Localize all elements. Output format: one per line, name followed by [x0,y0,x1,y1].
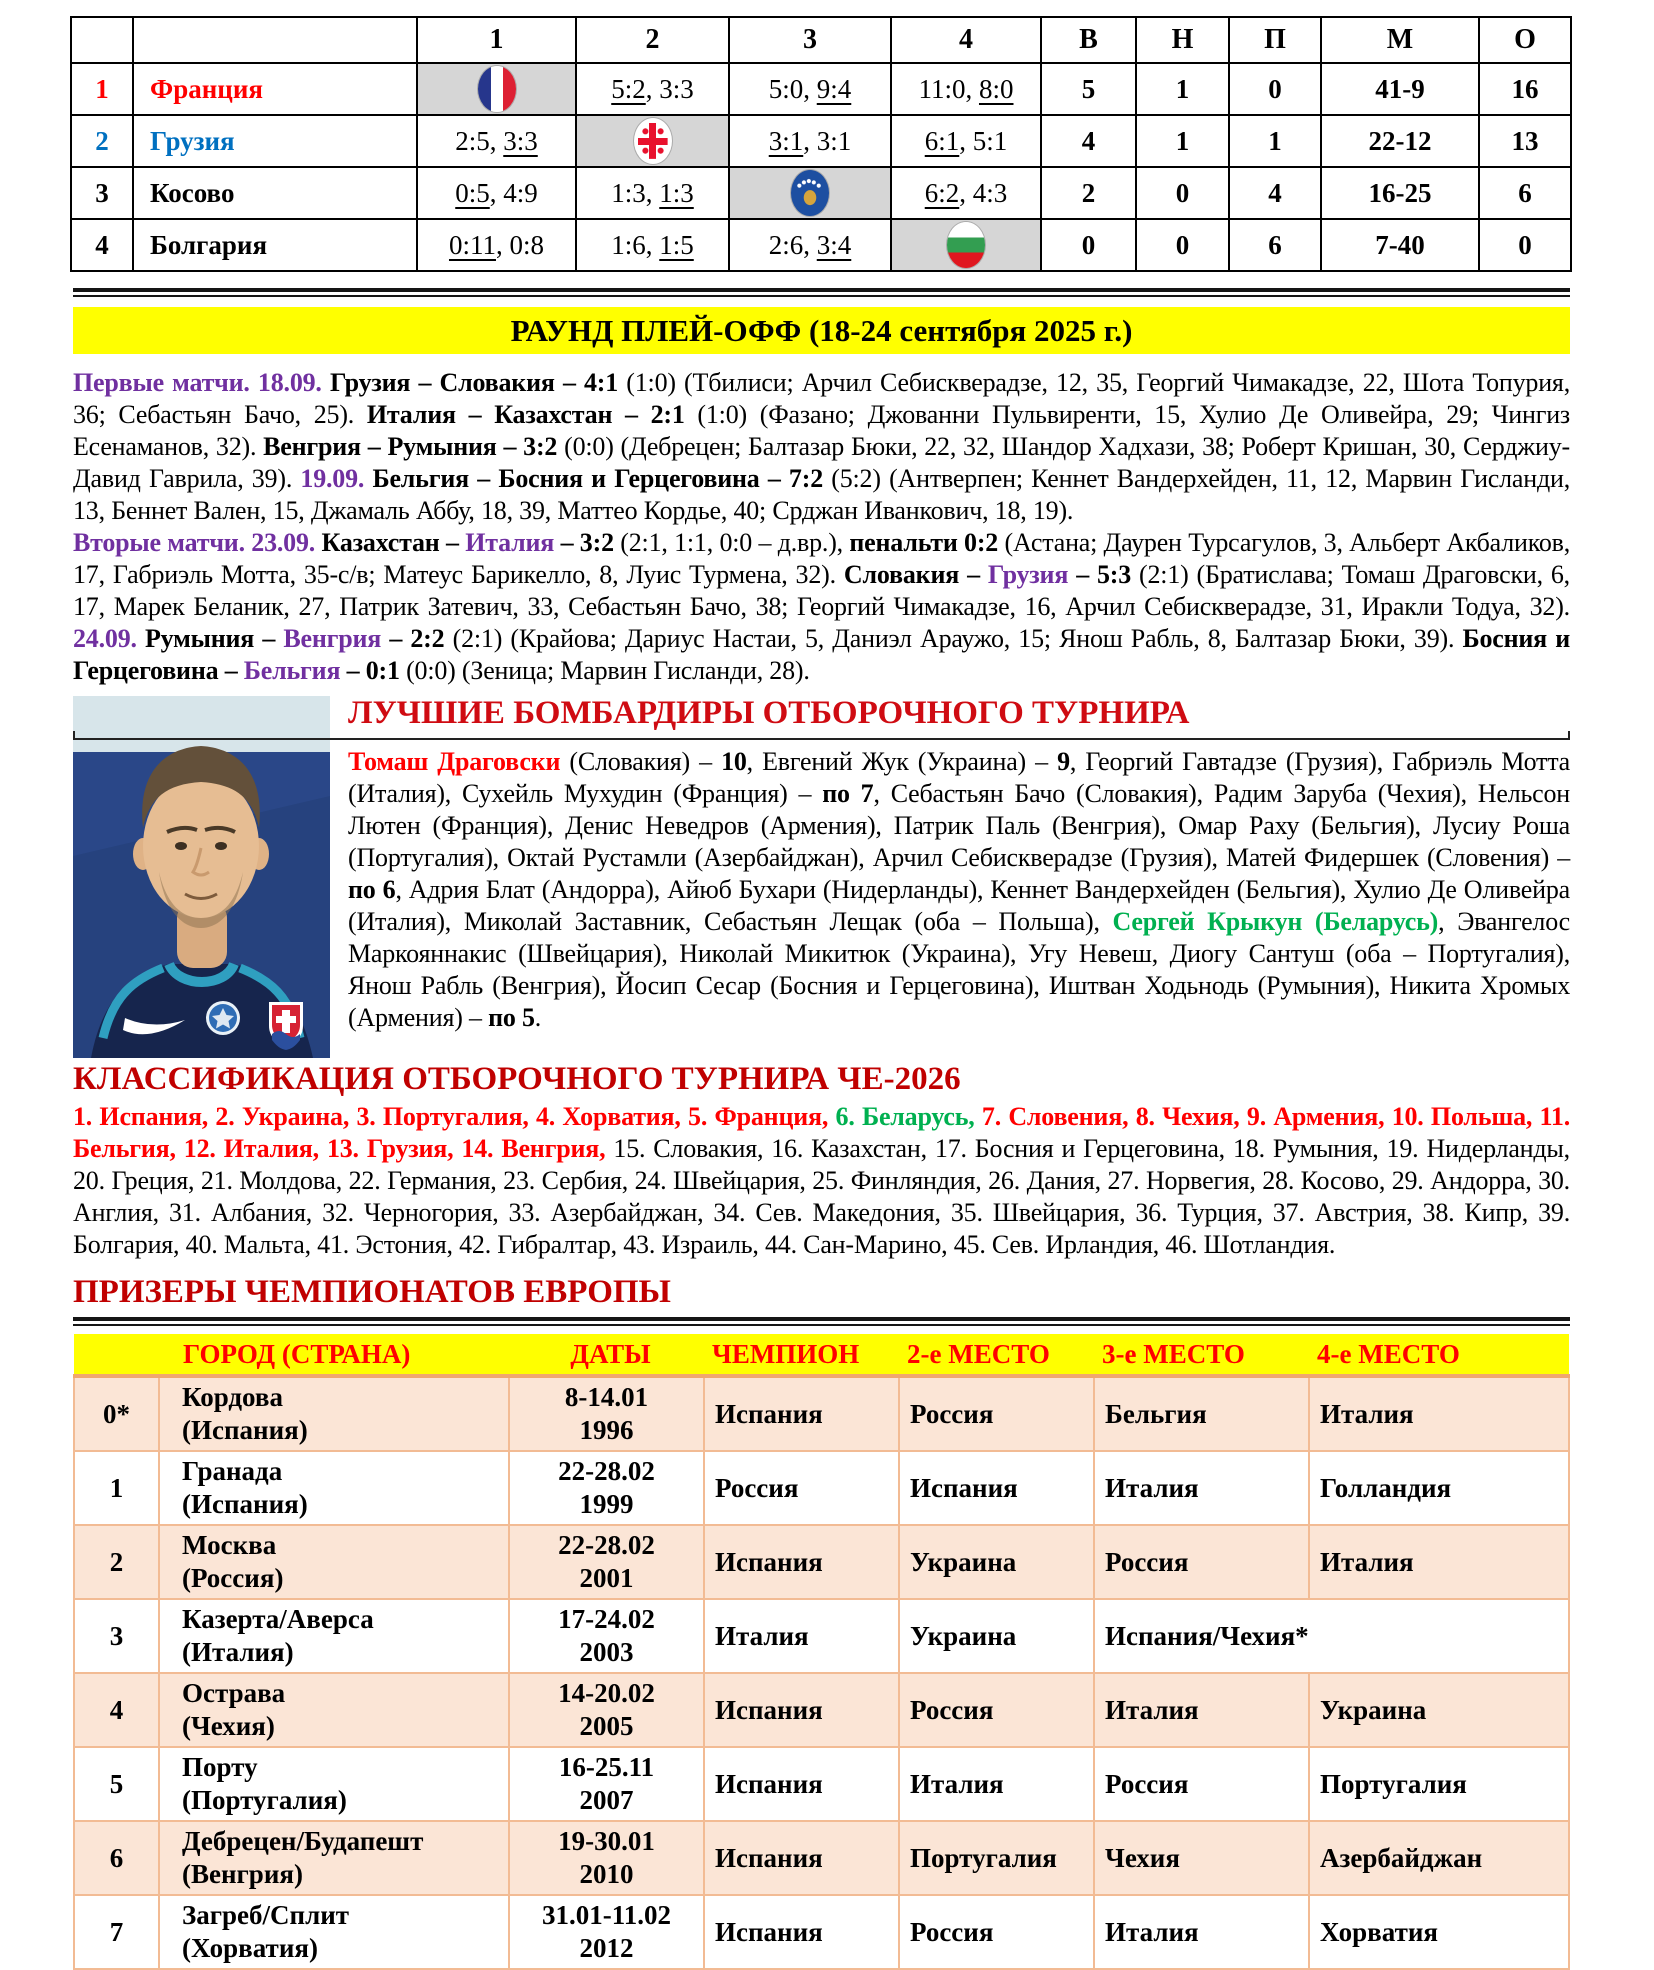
text-segment: , [803,125,817,156]
place-cell: Голландия [1309,1451,1569,1525]
stat-cell: 0 [1229,63,1321,115]
section-divider [73,288,1570,297]
text-segment: 10 [721,747,747,776]
stat-cell: 16-25 [1321,167,1479,219]
host-city-cell [159,1376,509,1451]
place-cell: Испания/Чехия* [1094,1599,1569,1673]
city-line: Москва [182,1530,277,1560]
stat-cell: 1 [1136,63,1229,115]
stat-cell: 13 [1479,115,1571,167]
match-cell [729,219,891,271]
text-segment: 0:11 [448,229,496,260]
column-header [74,1334,159,1376]
city-line: Загреб/Сплит [182,1900,350,1930]
stat-cell: 22-12 [1321,115,1479,167]
dates-line: 16-25.11 [558,1752,655,1782]
edition-number-cell: 0* [74,1376,159,1451]
match-cell [729,115,891,167]
team-name-cell: Болгария [133,219,417,271]
place-cell: Россия [899,1376,1094,1451]
text-segment: Словакия – [843,560,988,589]
text-segment: , Адрия Блат (Андорра), Айюб Бухари (Нидерланды), Кеннет Вандерхейден (Бельгия), Хулио Де Оливейра (Италия), Миколай Заставник, Себастьян Лещак (оба – Польша), [348,875,1570,936]
place-cell: Испания [704,1895,899,1969]
city-line: Кордова [182,1382,283,1412]
table-row [74,1451,1569,1525]
text-segment: , [645,229,660,260]
host-city-cell [159,1451,509,1525]
top-scorers-title: ЛУЧШИЕ БОМБАРДИРЫ ОТБОРОЧНОГО ТУРНИРА [73,692,1570,740]
text-segment: 6:2 [924,177,960,208]
stat-cell: 0 [1479,219,1571,271]
table-row [71,63,1571,115]
match-cell [576,219,729,271]
dates-line: 8-14.01 [564,1382,649,1412]
table-row [74,1599,1569,1673]
text-segment: – 3:2 [554,528,621,557]
table-row [71,167,1571,219]
text-segment: Италия [465,528,555,557]
text-segment: 1:6 [611,229,646,260]
host-city-cell [159,1747,509,1821]
france-flag-icon [478,66,516,112]
european-championship-medalists-table [73,1334,1570,1970]
column-header: 2 [576,17,729,63]
column-header: М [1321,17,1479,63]
text-segment: , [959,125,973,156]
match-cell [729,63,891,115]
place-cell: Португалия [1309,1747,1569,1821]
place-cell: Хорватия [1309,1895,1569,1969]
edition-number-cell: 3 [74,1599,159,1673]
match-cell [417,115,576,167]
table-row [74,1525,1569,1599]
stat-cell: 16 [1479,63,1571,115]
text-segment: 19.09. [300,464,373,493]
year-line: 2010 [579,1859,634,1889]
stat-cell: 1 [1229,115,1321,167]
stat-cell: 0 [1041,219,1136,271]
text-segment: 9 [1057,747,1070,776]
host-city-cell [159,1895,509,1969]
match-cell [891,167,1041,219]
place-cell: Украина [1309,1673,1569,1747]
second-matches-paragraph [73,527,1570,687]
place-cell: Украина [899,1599,1094,1673]
dates-line: 17-24.02 [558,1604,655,1634]
edition-number-cell: 1 [74,1451,159,1525]
column-header: 3-е МЕСТО [1094,1334,1309,1376]
edition-number-cell: 7 [74,1895,159,1969]
stat-cell: 6 [1479,167,1571,219]
text-segment: (Словакия) – [569,747,722,776]
country-line: (Венгрия) [182,1859,303,1889]
text-segment: , [489,125,504,156]
column-header: П [1229,17,1321,63]
text-segment: Вторые матчи. 23.09. [73,528,322,557]
column-header: ГОРОД (СТРАНА) [159,1334,509,1376]
text-segment: 0:8 [509,229,544,260]
table-row [74,1895,1569,1969]
text-segment: (2:1, 1:1, 0:0 – д.вр.), [620,528,850,557]
country-line: (Испания) [182,1415,308,1445]
standings-header-row [71,17,1571,63]
dates-line: 19-30.01 [558,1826,655,1856]
place-cell: Италия [1094,1673,1309,1747]
text-segment: , Эвангелос Маркояннакис (Швейцария), Николай Микитюк (Украина), Угу Невеш, Диогу Сантуш (оба – Португалия), Янош Рабль (Венгрия), Йосип Сесар (Босния и Герцеговина), Иштван Ходьнодь (Румыния), Никита Хромых (Армения) – [348,907,1570,1032]
dates-cell [509,1895,704,1969]
text-segment: 4:3 [972,177,1008,208]
place-cell: Испания [704,1821,899,1895]
place-cell: Испания [899,1451,1094,1525]
text-segment: Босния и Герцеговина – [73,624,1571,685]
place-cell: Россия [704,1451,899,1525]
place-cell: Италия [1094,1895,1309,1969]
place-cell: Бельгия [1094,1376,1309,1451]
text-segment: 7. Словения, 8. Чехия, 9. Армения, 10. Польша, 11. Бельгия, 12. Италия, 13. Грузия, 14. Венгрия, [73,1102,1570,1163]
dates-cell [509,1525,704,1599]
rank-cell: 3 [71,167,133,219]
stat-cell: 0 [1136,167,1229,219]
place-cell: Испания [704,1747,899,1821]
column-header: 2-е МЕСТО [899,1334,1094,1376]
text-segment: 1. Испания, 2. Украина, 3. Португалия, 4. Хорватия, 5. Франция, [73,1102,836,1131]
text-segment: Венгрия [283,624,382,653]
text-segment: 8:0 [978,73,1014,104]
stat-cell: 4 [1041,115,1136,167]
place-cell: Италия [1094,1451,1309,1525]
text-segment: 2:6 [768,229,804,260]
text-segment: 3:3 [659,73,694,104]
match-cell [417,167,576,219]
column-header: 4 [891,17,1041,63]
table-row [74,1673,1569,1747]
country-line: (Португалия) [182,1785,347,1815]
rank-cell: 2 [71,115,133,167]
text-segment: Бельгия – Босния и Герцеговина – 7:2 [372,464,832,493]
year-line: 2012 [579,1933,634,1963]
edition-number-cell: 4 [74,1673,159,1747]
text-segment: 9:4 [816,73,852,104]
text-segment: 1:3 [611,177,646,208]
bulgaria-flag-icon [947,222,985,268]
stat-cell: 1 [1136,115,1229,167]
text-segment: 1:5 [659,229,694,260]
year-line: 2003 [579,1637,634,1667]
text-segment: 0:5 [455,177,490,208]
match-cell [576,167,729,219]
text-segment: – 5:3 [1068,560,1140,589]
country-line: (Испания) [182,1489,308,1519]
city-line: Острава [182,1678,286,1708]
place-cell: Россия [1094,1747,1309,1821]
edition-number-cell: 6 [74,1821,159,1895]
match-cell [729,167,891,219]
team-name-cell: Франция [133,63,417,115]
year-line: 2007 [579,1785,634,1815]
place-cell: Азербайджан [1309,1821,1569,1895]
text-segment: Италия – Казахстан – 2:1 [366,400,698,429]
dates-cell [509,1747,704,1821]
dates-cell [509,1673,704,1747]
text-segment: 3:1 [816,125,852,156]
text-segment: , [489,177,504,208]
place-cell: Италия [1309,1376,1569,1451]
dates-line: 22-28.02 [558,1530,655,1560]
column-header: ЧЕМПИОН [704,1334,899,1376]
country-line: (Хорватия) [182,1933,318,1963]
text-segment: , [959,177,973,208]
place-cell: Испания [704,1376,899,1451]
text-segment: , [965,73,979,104]
country-line: (Россия) [182,1563,284,1593]
classification-section [73,1034,1570,1261]
stat-cell: 2 [1041,167,1136,219]
edition-number-cell: 2 [74,1525,159,1599]
column-header [133,17,417,63]
column-header: 1 [417,17,576,63]
match-cell [576,63,729,115]
text-segment: Томаш Драговски [348,747,570,776]
dates-cell [509,1821,704,1895]
place-cell: Украина [899,1525,1094,1599]
medals-header-row [74,1334,1569,1376]
place-cell: Италия [704,1599,899,1673]
place-cell: Италия [899,1747,1094,1821]
stat-cell: 41-9 [1321,63,1479,115]
column-header: О [1479,17,1571,63]
host-city-cell [159,1599,509,1673]
year-line: 2001 [579,1563,634,1593]
classification-paragraph [73,1101,1570,1261]
table-row [71,115,1571,167]
stat-cell: 5 [1041,63,1136,115]
host-city-cell [159,1673,509,1747]
text-segment: – 0:1 [340,656,407,685]
country-line: (Италия) [182,1637,294,1667]
text-segment: Грузия – Словакия – 4:1 [329,368,627,397]
place-cell: Россия [899,1673,1094,1747]
text-segment: Грузия [987,560,1069,589]
place-cell: Россия [1094,1525,1309,1599]
place-cell: Испания [704,1673,899,1747]
table-row [74,1821,1569,1895]
place-cell: Чехия [1094,1821,1309,1895]
dates-line: 14-20.02 [558,1678,655,1708]
playoff-banner: РАУНД ПЛЕЙ-ОФФ (18-24 сентября 2025 г.) [73,307,1570,354]
player-photo [73,696,330,1058]
place-cell: Россия [899,1895,1094,1969]
team-name-cell: Косово [133,167,417,219]
text-segment: 6. Беларусь, [835,1102,975,1131]
match-cell [891,115,1041,167]
text-segment: 4:9 [503,177,538,208]
dates-line: 31.01-11.02 [541,1900,671,1930]
column-header: Н [1136,17,1229,63]
text-segment: , [495,229,510,260]
city-line: Порту [182,1752,258,1782]
text-segment: 15. Словакия, 16. Казахстан, 17. Босния и Герцеговина, 18. Румыния, 19. Нидерланды, 20. Греция, 21. Молдова, 22. Германия, 23. Сербия, 24. Швейцария, 25. Финляндия, 26. Дания, 27. Норвегия, 28. Косово, 29. Андорра, 30. Англия, 31. Албания, 32. Черногория, 33. Азербайджан, 34. Сев. Македония, 35. Швейцария, 36. Турция, 37. Австрия, 38. Кипр, 39. Болгария, 40. Мальта, 41. Эстония, 42. Гибралтар, 43. Израиль, 44. Сан-Марино, 45. Сев. Ирландия, 46. Шотландия. [73,1134,1570,1259]
dates-cell [509,1451,704,1525]
text-segment: (5:2) (Антверпен; Кеннет Вандерхейден, 11, 12, Марвин Гисланди, 13, Беннет Вален, 15, Джамаль Аббу, 18, 39, Маттео Кордье, 40; Срджан Иванкович, 18, 19). [73,464,1570,525]
text-segment: – 2:2 [381,624,453,653]
text-segment: (Астана; Даурен Турсагулов, 3, Альберт Акбаликов, 17, Габриэль Мотта, 35-с/в; Матеус Барикелло, 8, Луис Турмена, 32). [73,528,1570,589]
text-segment: Казахстан – [321,528,466,557]
text-segment: (2:1) (Братислава; Томаш Драговски, 6, 17, Марек Беланик, 27, Патрик Затевич, 33, Себастьян Бачо, 38; Георгий Чимакадзе, 16, Арчил Себискверадзе, 31, Иракли Тодуа, 32). [73,560,1570,621]
match-cell [576,115,729,167]
text-segment: Первые матчи. 18.09. [73,368,330,397]
stat-cell: 6 [1229,219,1321,271]
georgia-flag-icon [634,118,672,164]
text-segment: , Евгений Жук (Украина) – [746,747,1058,776]
text-segment: , [645,177,660,208]
country-line: (Чехия) [182,1711,275,1741]
text-segment: 24.09. [73,624,145,653]
column-header: ДАТЫ [509,1334,704,1376]
top-scorers-section [73,692,1570,1034]
text-segment: 5:0 [768,73,804,104]
text-segment: (0:0) (Зеница; Марвин Гисланди, 28). [406,656,810,685]
text-segment: 11:0 [918,73,966,104]
stat-cell: 0 [1136,219,1229,271]
dates-cell [509,1376,704,1451]
host-city-cell [159,1525,509,1599]
section-divider [73,1317,1570,1326]
place-cell: Португалия [899,1821,1094,1895]
year-line: 2005 [579,1711,634,1741]
rank-cell: 4 [71,219,133,271]
year-line: 1996 [579,1415,634,1445]
text-segment: Сергей Крыкун (Беларусь) [1112,907,1439,936]
city-line: Гранада [182,1456,283,1486]
city-line: Казерта/Аверса [182,1604,374,1634]
match-cell [417,63,576,115]
dates-cell [509,1599,704,1673]
text-segment: 3:4 [816,229,852,260]
stat-cell: 4 [1229,167,1321,219]
text-segment: , Георгий Гавтадзе (Грузия), Габриэль Мотта (Италия), Сухейль Мухудин (Франция) – [348,747,1571,808]
text-segment: , [645,73,660,104]
match-cell [891,219,1041,271]
text-segment: 1:3 [659,177,694,208]
year-line: 1999 [579,1489,634,1519]
text-segment: , [803,229,817,260]
column-header: 4-е МЕСТО [1309,1334,1569,1376]
text-segment: 3:3 [503,125,538,156]
text-segment: (0:0) (Дебрецен; Балтазар Бюки, 22, 32, Шандор Хадхази, 38; Роберт Кришан, 30, Серджиу-Давид Гаврила, 39). [73,432,1570,493]
text-segment: Румыния – [145,624,284,653]
first-matches-paragraph [73,367,1570,527]
table-row [71,219,1571,271]
table-row [74,1376,1569,1451]
text-segment: 2:5 [455,125,490,156]
column-header: 3 [729,17,891,63]
table-row [74,1747,1569,1821]
text-segment: по 7 [822,779,874,808]
stat-cell: 7-40 [1321,219,1479,271]
text-segment: (1:0) (Фазано; Джованни Пульвиренти, 15, Хулио Де Оливейра, 29; Чингиз Есенаманов, 32). [73,400,1570,461]
text-segment: , Себастьян Бачо (Словакия), Радим Заруба (Чехия), Нельсон Лютен (Франция), Денис Неведров (Армения), Патрик Паль (Венгрия), Омар Раху (Бельгия), Лусиу Роша (Португалия), Октай Рустамли (Азербайджан), Арчил Себискверадзе (Грузия), Матей Фидершек (Словения) – [348,779,1571,872]
dates-line: 22-28.02 [558,1456,655,1486]
text-segment: (1:0) (Тбилиси; Арчил Себискверадзе, 12, 35, Георгий Чимакадзе, 22, Шота Топурия, 36; Себастьян Бачо, 25). [73,368,1570,429]
text-segment: , [803,73,817,104]
city-line: Дебрецен/Будапешт [182,1826,424,1856]
column-header: В [1041,17,1136,63]
host-city-cell [159,1821,509,1895]
text-segment: . [534,1003,542,1032]
match-cell [891,63,1041,115]
text-segment: Венгрия – Румыния – 3:2 [263,432,565,461]
classification-title: КЛАССИФИКАЦИЯ ОТБОРОЧНОГО ТУРНИРА ЧЕ-2026 [73,1061,961,1097]
medalists-title: ПРИЗЕРЫ ЧЕМПИОНАТОВ ЕВРОПЫ [73,1274,671,1310]
text-segment: (2:1) (Крайова; Дариус Настаи, 5, Даниэл Араужо, 15; Янош Рабль, 8, Балтазар Бюки, 39). [452,624,1463,653]
text-segment: 6:1 [924,125,960,156]
place-cell: Испания [704,1525,899,1599]
match-cell [417,219,576,271]
rank-cell: 1 [71,63,133,115]
edition-number-cell: 5 [74,1747,159,1821]
text-segment: Бельгия [243,656,341,685]
text-segment: пенальти 0:2 [849,528,1005,557]
text-segment: 3:1 [768,125,804,156]
place-cell: Италия [1309,1525,1569,1599]
text-segment: по 6 [348,875,396,904]
text-segment: по 5 [488,1003,535,1032]
text-segment: 5:1 [972,125,1008,156]
team-name-cell: Грузия [133,115,417,167]
text-segment: 5:2 [611,73,646,104]
kosovo-flag-icon [791,170,829,216]
group-standings-table [70,16,1572,272]
column-header [71,17,133,63]
